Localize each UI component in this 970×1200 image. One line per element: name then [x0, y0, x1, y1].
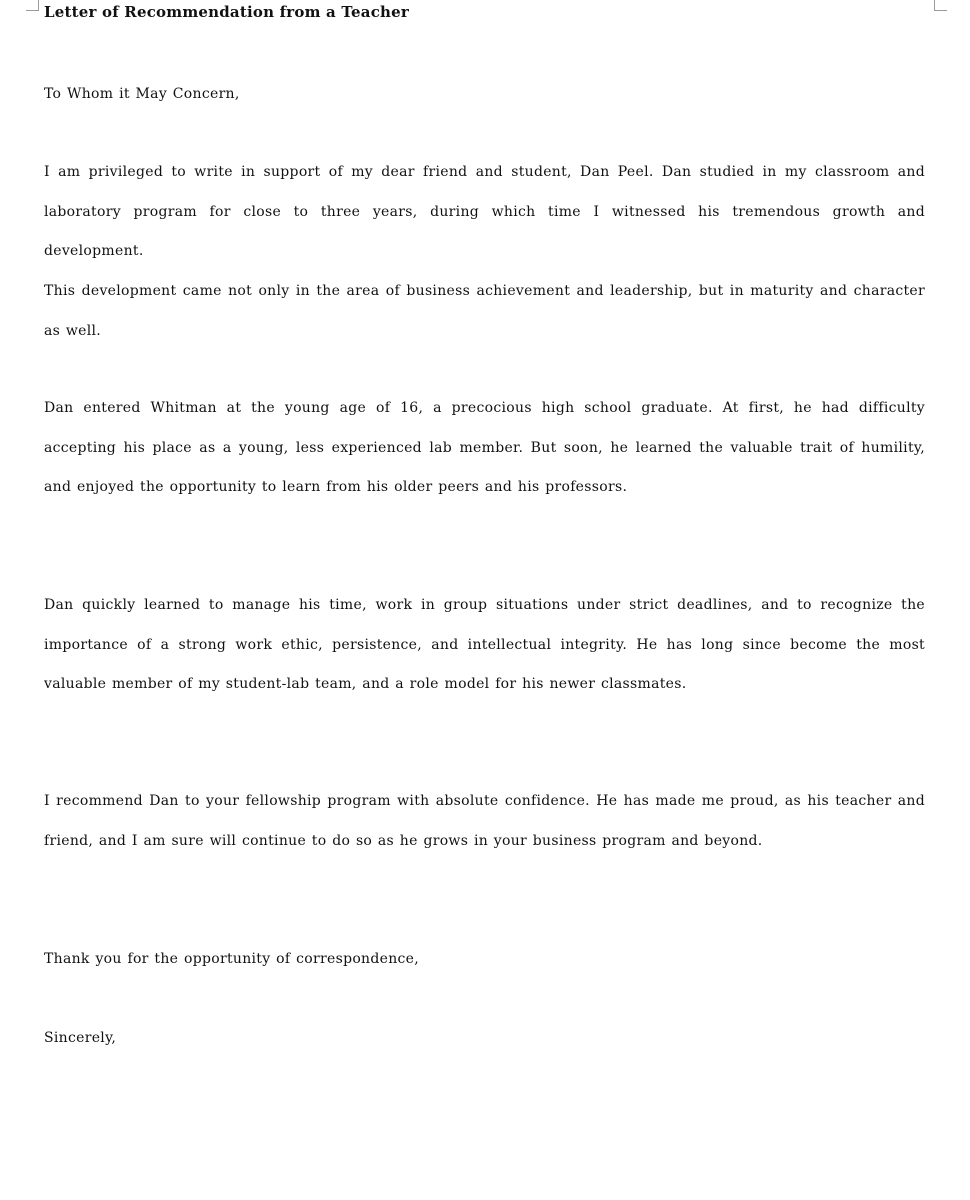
paragraph-whitman: Dan entered Whitman at the young age of 16, a precocious high school graduate. At first, he had difficulty accepting his place as a young, less experienced lab member. But soon, he learned the valuable trait of humility, and enjoyed the opportunity to learn from his older peers and his professors.: [44, 400, 925, 495]
page-corner-mark-right: [934, 0, 947, 11]
letter-title: Letter of Recommendation from a Teacher: [44, 3, 409, 21]
page-corner-mark-left: [26, 0, 39, 11]
paragraph-development: This development came not only in the area of business achievement and leadership, but in maturity and character as well.: [44, 283, 925, 339]
paragraph-intro: I am privileged to write in support of my dear friend and student, Dan Peel. Dan studied in my classroom and laboratory program for close to three years, during which time I witnessed his tremendous growth and development.: [44, 164, 925, 259]
salutation: To Whom it May Concern,: [44, 86, 240, 102]
paragraph-thanks: Thank you for the opportunity of correspondence,: [44, 951, 420, 967]
paragraph-recommendation: I recommend Dan to your fellowship program with absolute confidence. He has made me proud, as his teacher and friend, and I am sure will continue to do so as he grows in your business program and beyond.: [44, 793, 925, 849]
paragraph-skills: Dan quickly learned to manage his time, work in group situations under strict deadlines, and to recognize the importance of a strong work ethic, persistence, and intellectual integrity. He has long since become the most valuable member of my student-lab team, and a role model for his newer classmates.: [44, 597, 925, 692]
closing: Sincerely,: [44, 1030, 117, 1046]
